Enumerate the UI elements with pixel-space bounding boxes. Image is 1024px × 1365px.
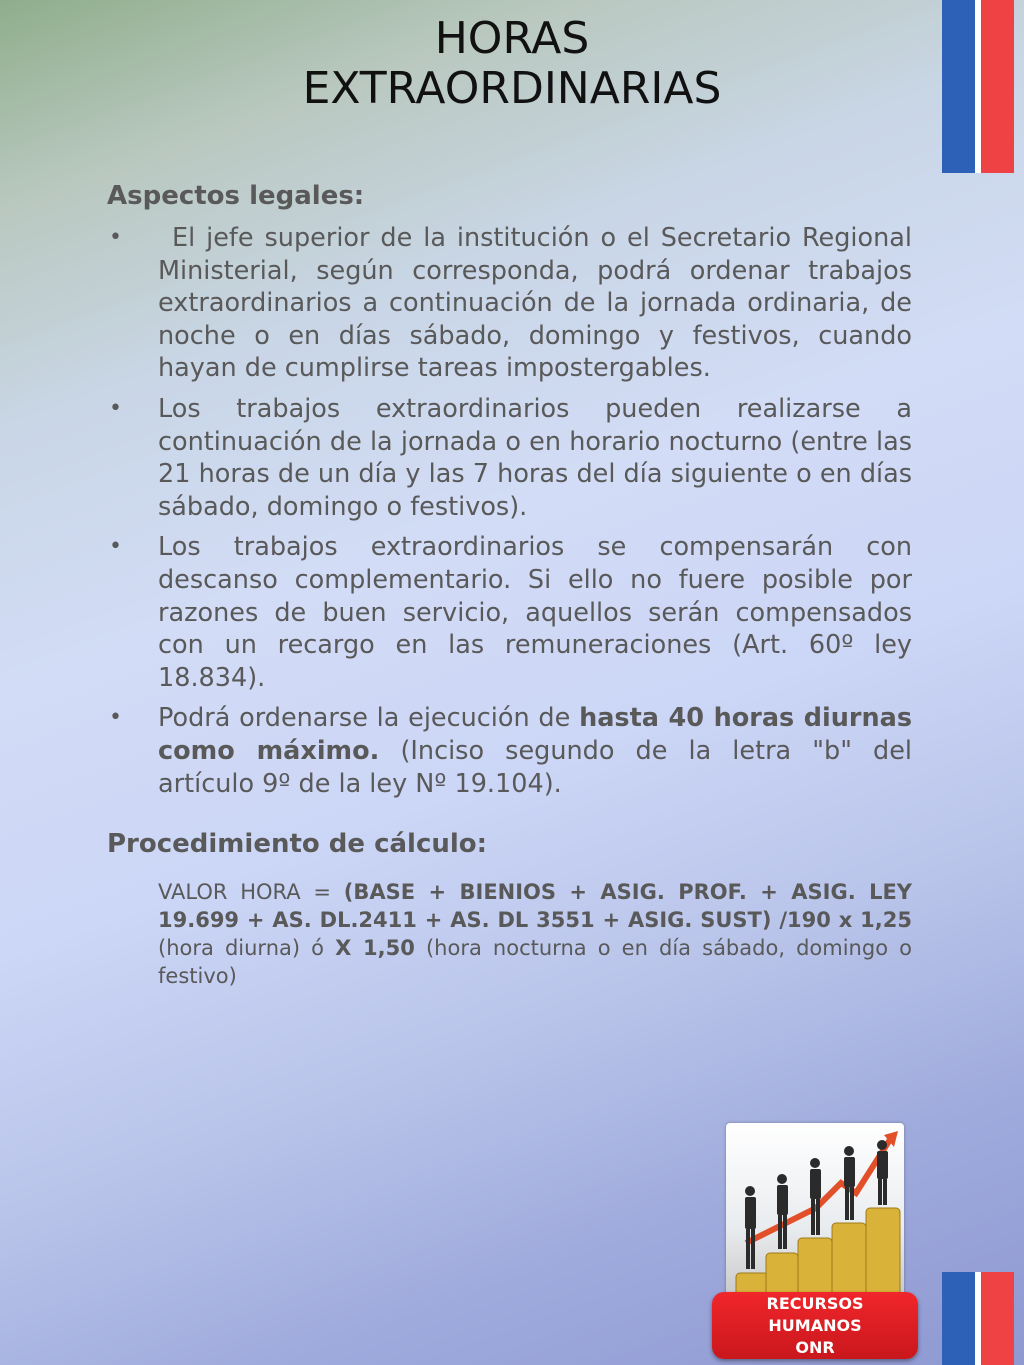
chile-flag-stripe-bottom: [942, 1272, 1014, 1365]
badge-line-3: ONR: [795, 1338, 835, 1357]
legal-bullet-list: [107, 222, 912, 800]
bullet-3-text: Los trabajos extraordinarios se compensarán con descanso complementario. Si ello no fuere posible por razones de buen servicio, aquellos serán compensados con un recargo en las remuneraciones (Art. 60º ley 18.834).: [158, 532, 912, 693]
title-line-1: HORAS: [434, 13, 590, 64]
formula-mid: (hora diurna) ó: [158, 936, 336, 961]
formula-end: (hora nocturna o en día sábado, domingo o festivo): [158, 936, 912, 989]
bullet-4-text-start: Podrá ordenarse la ejecución de: [158, 703, 580, 734]
procedure-heading: Procedimiento de cálculo:: [107, 829, 488, 860]
formula-text: [107, 878, 912, 990]
formula-bold-2: X 1,50: [335, 936, 415, 961]
recursos-humanos-badge: [712, 1292, 918, 1359]
legal-bullet-3: [107, 531, 912, 694]
legal-heading: Aspectos legales:: [107, 181, 365, 211]
legal-bullet-4: [107, 702, 912, 800]
legal-bullet-1: [107, 222, 912, 385]
legal-bullet-2: [107, 393, 912, 523]
bullet-2-text: Los trabajos extraordinarios pueden realizarse a continuación de la jornada o en horario nocturno (entre las 21 horas de un día y las 7 horas del día siguiente o en días sábado, domingo o festivos).: [158, 393, 912, 522]
main-content: [107, 180, 912, 990]
coins-businessmen-image: [726, 1123, 904, 1298]
coins-businessmen-illustration: [726, 1123, 904, 1298]
bullet-4-text-end: (Inciso segundo de la letra "b" del artículo 9º de la ley Nº 19.104).: [158, 735, 912, 799]
bullet-dot-icon: •: [109, 705, 122, 731]
bullet-dot-icon: •: [109, 225, 122, 250]
bullet-dot-icon: •: [109, 395, 122, 421]
badge-line-2: HUMANOS: [768, 1316, 862, 1335]
badge-line-1: RECURSOS: [766, 1294, 864, 1313]
formula-prefix: VALOR HORA =: [158, 880, 344, 905]
bullet-4-text-bold: hasta 40 horas diurnas como máximo.: [158, 703, 913, 766]
formula-bold: (BASE + BIENIOS + ASIG. PROF. + ASIG. LEY 19.699 + AS. DL.2411 + AS. DL 3551 + ASIG. SUST) /190 x 1,25: [158, 880, 912, 933]
bullet-1-text: El jefe superior de la institución o el Secretario Regional Ministerial, según corresponda, podrá ordenar trabajos extraordinarios a continuación de la jornada ordinaria, de noche o en días sábado, domingo y festivos, cuando hayan de cumplirse tareas impostergables.: [158, 223, 912, 384]
title-line-2: EXTRAORDINARIAS: [302, 63, 722, 114]
bullet-dot-icon: •: [109, 534, 122, 560]
page-title: [0, 14, 1024, 114]
